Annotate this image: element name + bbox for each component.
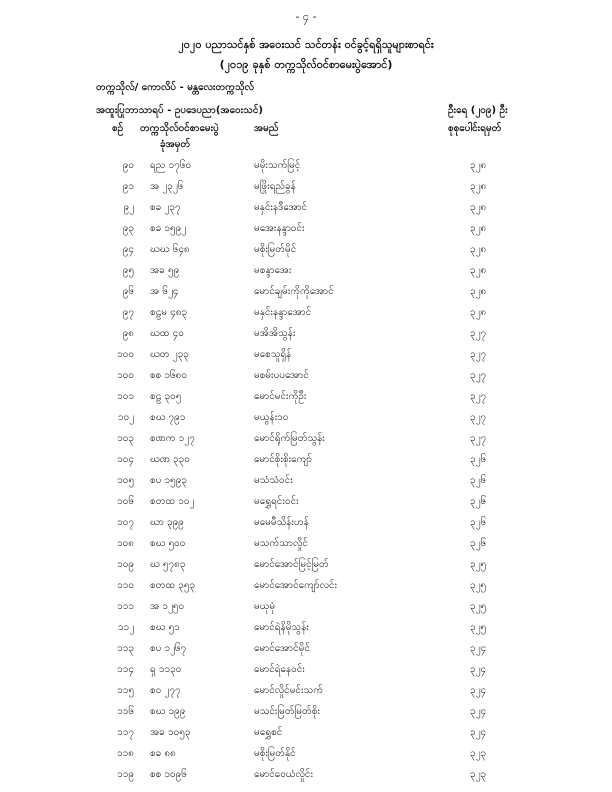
total-score: ၃၂၈ (470, 202, 487, 213)
row-number: ၁၁၃ (117, 643, 134, 654)
row-number: ၁၁၇ (117, 727, 134, 738)
roll-number: စစ ၁၀၉၆ (150, 769, 187, 780)
row-number: ၁၀၃ (117, 433, 134, 444)
row-number: ၉၈ (122, 328, 134, 339)
row-number: ၁၁၄ (117, 664, 134, 675)
total-score: ၃၂၄ (470, 643, 487, 654)
row-number: ၁၁၅ (117, 685, 134, 696)
roll-number: စခ ၈၈ (150, 748, 176, 759)
column-header-roll: တက္ကသိုလ်ဝင်စာမေးပွဲ (140, 123, 219, 134)
total-score: ၃၂၈ (470, 160, 487, 171)
roll-number: ဃဃ ၆၄၈ (150, 244, 190, 255)
table-row (0, 683, 612, 704)
total-score: ၃၂၃ (470, 748, 487, 759)
candidate-name: မောင်အောင်ကျော်လင်း (254, 580, 338, 591)
candidate-name: မစိုးမြတ်နိုင် (254, 748, 296, 759)
total-score: ၃၂၈ (470, 244, 487, 255)
candidate-name: မောင်အောင်မြင့်မြတ် (254, 559, 329, 570)
total-score: ၃၂၈ (470, 181, 487, 192)
roll-number: စပ ၁၂၆၇ (150, 643, 187, 654)
candidate-name: မမေမီသိန်းဟန် (254, 517, 309, 528)
roll-number: စခ ၂၃၇ (150, 202, 181, 213)
table-row (0, 263, 612, 284)
candidate-name: မစမ်းပပအောင် (254, 370, 309, 381)
roll-number: စဠမ ၄၈၃ (150, 307, 188, 318)
table-row (0, 431, 612, 452)
total-score: ၃၂၆ (470, 517, 487, 528)
total-score: ၃၂၅ (470, 559, 487, 570)
roll-number: စခ ၁၅၉၂ (150, 223, 187, 234)
roll-number: ရှ ၁၁၃၀ (150, 664, 182, 675)
row-number: ၉၅ (122, 265, 134, 276)
table-row (0, 599, 612, 620)
row-number: ၉၆ (122, 286, 134, 297)
candidate-name: မောင်ရဲနေဝင်း (254, 664, 305, 675)
total-score: ၃၂၄ (470, 685, 487, 696)
total-score: ၃၂၈ (470, 265, 487, 276)
candidate-name: မဖြိုးရည်ခွန် (254, 181, 296, 192)
column-header-score: စုစုပေါင်းရမှတ် (448, 123, 502, 134)
candidate-name: မောင်လှိုင်မင်းသက် (254, 685, 323, 696)
table-row (0, 620, 612, 641)
document-subtitle: (၂၀၁၉ ခုနှစ် တက္ကသိုလ်ဝင်စာမေးပွဲအောင်) (219, 58, 393, 71)
table-row (0, 662, 612, 683)
total-score: ၃၂၈ (470, 286, 487, 297)
total-score: ၃၂၈ (470, 307, 487, 318)
row-number: ၁၀၀ (117, 370, 134, 381)
candidate-name: မနှင်းနန္ဒာအောင် (254, 307, 312, 318)
table-row (0, 179, 612, 200)
row-number: ၁၁၁ (117, 601, 134, 612)
quota-line: ဦးရေ (၂၀၉) ဦး (448, 105, 508, 116)
roll-number: အ ၆၂၄ (150, 286, 179, 297)
candidate-name: မစိုးမြတ်မိုင် (254, 244, 297, 255)
roll-number: စဠ ၃၀၅ (150, 391, 182, 402)
candidate-name: မစန္ဒာအေး (254, 265, 292, 276)
row-number: ၁၀၀ (117, 349, 134, 360)
row-number: ၉၃ (122, 223, 134, 234)
row-number: ၁၁၀ (117, 580, 134, 591)
roll-number: ဃ ၅၇၈၃ (150, 559, 186, 570)
row-number: ၉၁ (122, 181, 134, 192)
candidate-name: မအိအိသွန်း (254, 328, 296, 339)
candidate-name: မောင်ရဲနိမိုသွန်း (254, 622, 309, 633)
table-row (0, 746, 612, 767)
table-row (0, 641, 612, 662)
total-score: ၃၂၆ (470, 496, 487, 507)
roll-number: ဃတ ၂၃၃ (150, 349, 189, 360)
total-score: ၃၂၆ (470, 538, 487, 549)
table-row (0, 221, 612, 242)
row-number: ၁၀၂ (117, 412, 134, 423)
candidate-name: မောင်စိုးစိုးကျော် (254, 454, 313, 465)
roll-number: အ ၁၂၅၀ (150, 601, 185, 612)
table-row (0, 200, 612, 221)
table-row (0, 326, 612, 347)
roll-number: စဃ ၇၉၁ (150, 412, 186, 423)
roll-number: ဃထ ၄၀ (150, 328, 184, 339)
candidate-name: မောင်အောင်မိုင် (254, 643, 310, 654)
candidate-name: မသံသံဝင်း (254, 475, 293, 486)
table-row (0, 242, 612, 263)
column-header-roll-sub: ခုံအမှတ် (160, 139, 191, 150)
total-score: ၃၂၇ (470, 349, 487, 360)
roll-number: ရည ၁၇၆၀ (150, 160, 192, 171)
row-number: ၁၀၄ (117, 454, 134, 465)
candidate-name: မယွန်း၁၀ (254, 412, 289, 423)
row-number: ၁၀၈ (117, 538, 134, 549)
results-table (0, 158, 612, 788)
roll-number: စတထ ၃၅၃ (150, 580, 196, 591)
total-score: ၃၂၄ (470, 706, 487, 717)
roll-number: ဃဏ ၃၃၀ (150, 454, 190, 465)
roll-number: စဏက ၁၂၇ (150, 433, 195, 444)
roll-number: ဃာ ၃၉၉ (150, 517, 184, 528)
row-number: ၁၀၆ (117, 496, 134, 507)
table-row (0, 557, 612, 578)
total-score: ၃၂၈ (470, 223, 487, 234)
row-number: ၁၁၈ (117, 748, 134, 759)
candidate-name: မသက်သာလှိုင် (254, 538, 308, 549)
total-score: ၃၂၅ (470, 580, 487, 591)
table-row (0, 452, 612, 473)
candidate-name: မရွှေစင် (254, 727, 283, 738)
table-row (0, 368, 612, 389)
total-score: ၃၂၆ (470, 475, 487, 486)
row-number: ၁၀၁ (117, 391, 134, 402)
total-score: ၃၂၇ (470, 328, 487, 339)
row-number: ၁၁၂ (117, 622, 134, 633)
row-number: ၁၀၉ (117, 559, 134, 570)
table-row (0, 410, 612, 431)
candidate-name: မရွှေရင်းဝင်း (254, 496, 299, 507)
row-number: ၉၂ (123, 202, 134, 213)
table-row (0, 347, 612, 368)
roll-number: အ ၂၃၂၆ (150, 181, 184, 192)
university-line: တက္ကသိုလ်/ ကောလိပ် - မန္တလေးတက္ကသိုလ် (96, 82, 255, 93)
roll-number: အခ ၁၀၅၃ (150, 727, 191, 738)
candidate-name: မသင်းမြတ်မြတ်စိုး (254, 706, 320, 717)
roll-number: စပ ၁၅၉၃ (150, 475, 188, 486)
roll-number: စတထ ၁၀၂ (150, 496, 195, 507)
total-score: ၃၂၇ (470, 370, 487, 381)
candidate-name: မစေသူရှိန် (254, 349, 292, 360)
candidate-name: မောင်ဝေယံလှိုင်း (254, 769, 314, 780)
row-number: ၉၄ (122, 244, 134, 255)
table-row (0, 494, 612, 515)
candidate-name: မအေးနန္ဒာဝင်း (254, 223, 305, 234)
table-row (0, 284, 612, 305)
row-number: ၁၁၉ (117, 769, 134, 780)
row-number: ၉၀ (122, 160, 134, 171)
total-score: ၃၂၇ (470, 412, 487, 423)
row-number: ၁၀၅ (117, 475, 134, 486)
column-header-name: အမည် (254, 123, 279, 134)
total-score: ၃၂၃ (470, 769, 487, 780)
table-row (0, 725, 612, 746)
column-header-no: စဉ် (112, 123, 124, 134)
table-row (0, 578, 612, 599)
row-number: ၉၇ (122, 307, 134, 318)
roll-number: စဝ ၂၇၇ (150, 685, 181, 696)
total-score: ၃၂၄ (470, 664, 487, 675)
table-row (0, 515, 612, 536)
table-row (0, 536, 612, 557)
candidate-name: မယုမုံ (254, 601, 276, 612)
total-score: ၃၂၄ (470, 727, 487, 738)
table-row (0, 305, 612, 326)
roll-number: စစ ၁၆၈၀ (150, 370, 188, 381)
roll-number: စဃ ၅၁ (150, 622, 180, 633)
roll-number: စဃ ၁၉၉ (150, 706, 186, 717)
total-score: ၃၂၅ (470, 601, 487, 612)
candidate-name: မမိုးသက်မြင့် (254, 160, 301, 171)
roll-number: စဃ ၅၀၀ (150, 538, 186, 549)
total-score: ၃၂၇ (470, 433, 487, 444)
candidate-name: မောင်ရိုက်မြတ်သွန်း (254, 433, 325, 444)
document-title: ၂၀၂၀ ပညာသင်နှစ် အဝေးသင် သင်တန်း ဝင်ခွင့်ရရှိသူများစာရင်း (178, 38, 434, 51)
row-number: ၁၀၇ (117, 517, 134, 528)
candidate-name: မောင်မင်းကိုဦး (254, 391, 307, 402)
page-number: - ၄ - (295, 10, 317, 23)
total-score: ၃၂၅ (470, 622, 487, 633)
table-row (0, 158, 612, 179)
table-row (0, 473, 612, 494)
table-row (0, 704, 612, 725)
major-line: အထူးပြုဘာသာရပ် - ဥပဒေပညာ(အဝေးသင်) (96, 105, 263, 116)
total-score: ၃၂၆ (470, 454, 487, 465)
candidate-name: မောင်ချမ်းကိုကိုအောင် (254, 286, 334, 297)
roll-number: အခ ၅၉ (150, 265, 180, 276)
row-number: ၁၁၆ (117, 706, 134, 717)
total-score: ၃၂၇ (470, 391, 487, 402)
table-row (0, 389, 612, 410)
table-row (0, 767, 612, 788)
candidate-name: မနှင်းနဒီအောင် (254, 202, 308, 213)
